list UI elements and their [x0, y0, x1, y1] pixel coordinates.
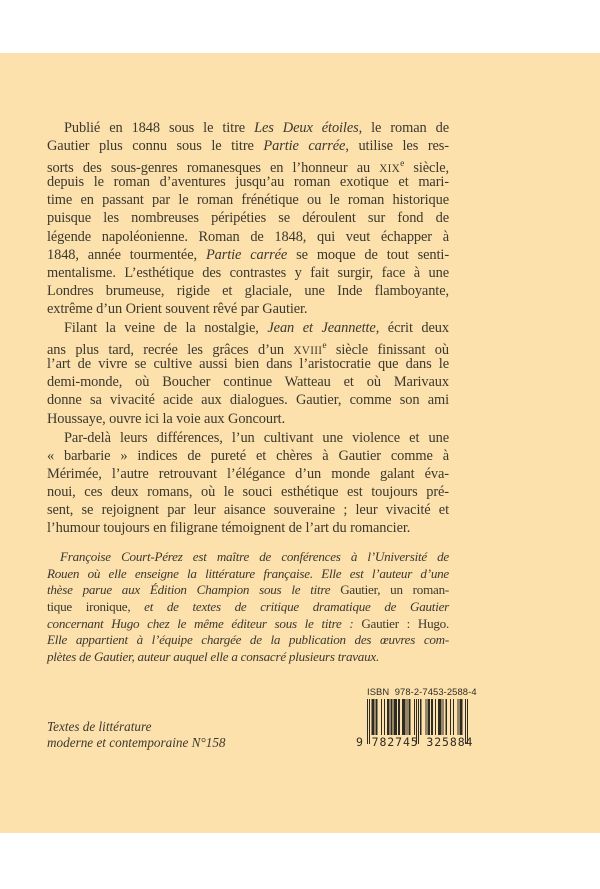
text-line: Londres brumeuse, rigide et glaciale, une Inde flamboyante, — [47, 282, 449, 299]
synopsis-paragraph-1 — [47, 119, 449, 318]
text-line: noui, ces deux romans, où le souci esthétique est toujours pré- — [47, 483, 449, 500]
book-back-cover — [0, 53, 600, 833]
author-bio-paragraph — [47, 549, 449, 666]
series-name-line: Textes de littérature — [47, 719, 152, 734]
text-line: « barbarie » indices de pureté et chères à Gautier comme à — [47, 447, 449, 464]
text-line: l’humour toujours en filigrane témoignent de l’art du romancier. — [47, 520, 411, 537]
series-number-line: moderne et contemporaine N°158 — [47, 735, 226, 750]
text-line: tique ironique, et de textes de critique dramatique de Gautier — [47, 599, 449, 615]
text-line: Rouen où elle enseigne la littérature française. Elle est l’auteur d’une — [47, 565, 449, 581]
collection-series-label — [47, 719, 226, 751]
barcode-digits: 9 782745 325884 — [356, 735, 474, 749]
text-line: l’art de vivre se cultive aussi bien dans l’aristocratie que dans le — [47, 356, 449, 373]
synopsis-text — [47, 119, 449, 537]
text-line: depuis le roman d’aventures jusqu’au roman exotique et mari- — [47, 174, 449, 191]
text-line: extrême d’un Orient souvent rêvé par Gautier. — [47, 300, 308, 317]
text-line: Gautier plus connu sous le titre Partie carrée, utilise les res- — [47, 138, 449, 155]
text-line: sent, se rejoignent par leur aisance souveraine ; leur vivacité et — [47, 501, 449, 518]
text-line: Elle appartient à l’équipe chargée de la publication des œuvres com- — [47, 632, 449, 648]
synopsis-paragraph-3 — [47, 429, 449, 538]
author-bio — [47, 549, 449, 666]
text-line: plètes de Gautier, auteur auquel elle a consacré plusieurs travaux. — [47, 649, 379, 665]
text-line: ans plus tard, recrée les grâces d’un XVIIIe siècle finissant où — [47, 341, 449, 358]
text-line: Par-delà leurs différences, l’un cultivant une violence et une — [64, 429, 449, 446]
synopsis-paragraph-2 — [47, 319, 449, 428]
text-line: donne sa vivacité acide aux dialogues. Gautier, comme son ami — [47, 392, 449, 409]
text-line: Mérimée, l’autre retrouvant l’élégance d’un monde galant éva- — [47, 465, 449, 482]
isbn-barcode — [356, 686, 477, 756]
text-line: Filant la veine de la nostalgie, Jean et Jeannette, écrit deux — [64, 320, 449, 337]
text-line: thèse parue aux Édition Champion sous le titre Gautier, un roman- — [47, 582, 449, 598]
text-line: légende napoléonienne. Roman de 1848, qui veut échapper à — [47, 228, 449, 245]
text-line: concernant Hugo chez le même éditeur sous le titre : Gautier : Hugo. — [47, 615, 449, 631]
text-line: puisque les nombreuses péripéties se déroulent sur fond de — [47, 210, 449, 227]
text-line: Houssaye, ouvre ici la voie aux Goncourt. — [47, 410, 286, 427]
text-line: time en passant par le roman frénétique ou le roman historique — [47, 192, 449, 209]
text-line: demi-monde, où Boucher continue Watteau et où Marivaux — [47, 374, 449, 391]
isbn-number-label: ISBN 978-2-7453-2588-4 — [367, 686, 477, 697]
text-line: Françoise Court-Pérez est maître de conférences à l’Université de — [60, 549, 449, 564]
text-line: mentalisme. L’esthétique des contrastes y fait surgir, face à une — [47, 264, 449, 281]
text-line: sorts des sous-genres romanesques en l’honneur au XIXe siècle, — [47, 159, 449, 176]
text-line: Publié en 1848 sous le titre Les Deux étoiles, le roman de — [64, 120, 449, 136]
text-line: 1848, année tourmentée, Partie carrée se moque de tout senti- — [47, 246, 450, 263]
